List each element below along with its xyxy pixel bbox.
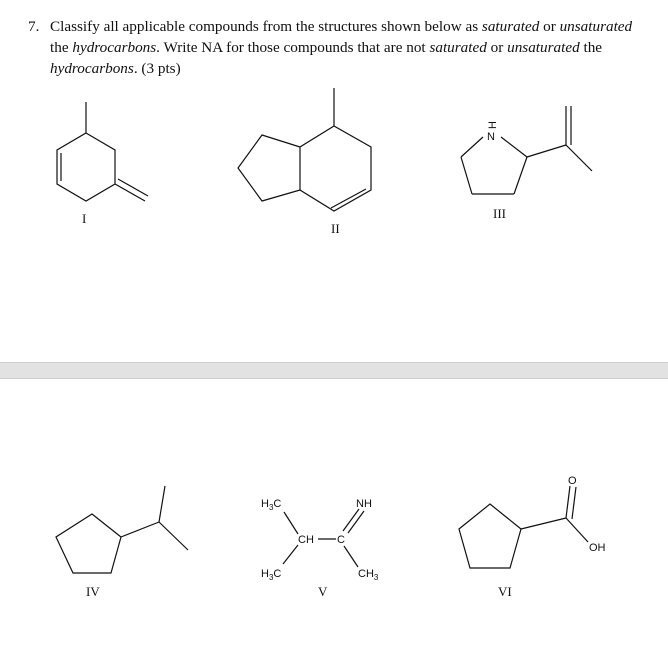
q-italic-unsaturated: unsaturated (559, 18, 633, 35)
label-V: V (318, 584, 328, 599)
q-text-7: . (3 pts) (133, 60, 181, 77)
q-text-6: the (579, 39, 603, 56)
q-italic-hydrocarbons-2: hydrocarbons (50, 60, 134, 77)
q-italic-saturated-2: saturated (429, 39, 487, 56)
q-italic-saturated: saturated (481, 18, 540, 35)
q-text-5: or (486, 39, 508, 56)
atom-ch3: $CH_3$ (358, 568, 379, 582)
atom-h3c-top: $H_3C$ (261, 498, 282, 512)
label-II: II (331, 221, 340, 236)
q-text-3: the (50, 39, 73, 56)
atom-h3c-bottom: $H_3C$ (261, 568, 282, 582)
structure-III (461, 106, 592, 221)
label-IV: IV (86, 584, 100, 599)
q-italic-unsaturated-2: unsaturated (507, 39, 580, 56)
structure-II (238, 88, 371, 236)
atom-O: O (568, 475, 577, 487)
label-VI: VI (498, 584, 512, 599)
q-text-2: or (539, 18, 560, 35)
atom-N: N (487, 131, 495, 143)
atom-c: C (337, 534, 345, 546)
q-text-4: . Write NA for those compounds that are not (156, 39, 430, 56)
atom-ch: CH (298, 534, 314, 546)
atom-H: H (487, 121, 499, 129)
label-I: I (82, 211, 87, 226)
q-text-1: Classify all applicable compounds from the structures shown below as (50, 18, 482, 35)
structure-IV (56, 486, 188, 599)
question-number: 7. (28, 18, 40, 35)
structure-I (57, 102, 148, 226)
atom-nh: NH (356, 498, 372, 510)
structure-VI (459, 475, 606, 599)
atom-OH: OH (589, 542, 606, 554)
q-italic-hydrocarbons: hydrocarbons (72, 39, 157, 56)
structure-V (261, 498, 379, 599)
label-III: III (493, 206, 506, 221)
